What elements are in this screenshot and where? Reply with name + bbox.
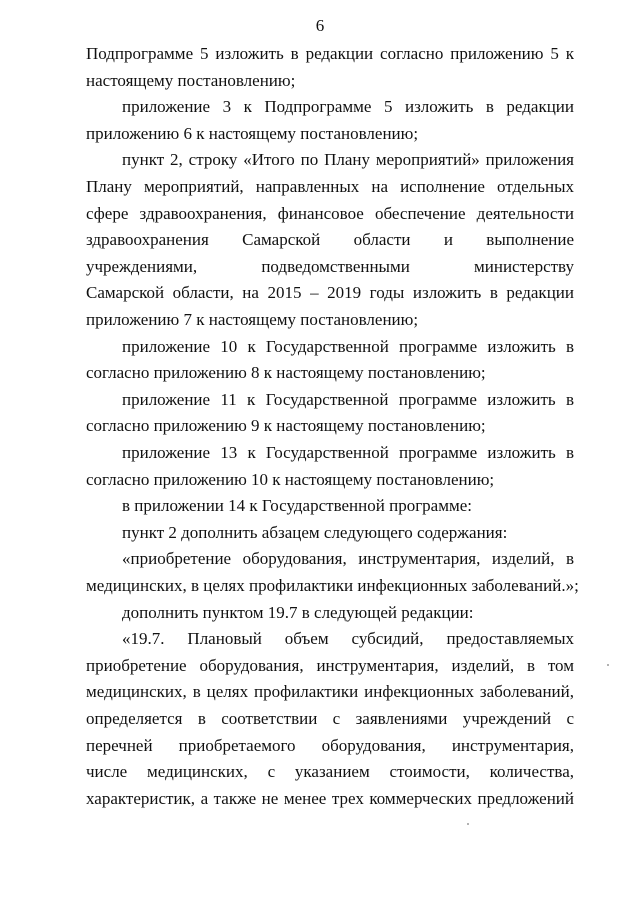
text-line: согласно приложению 10 к настоящему постановлению;: [86, 469, 495, 489]
page-number: 6: [315, 16, 325, 35]
text-line: пункт 2 дополнить абзацем следующего содержания:: [122, 522, 508, 542]
text-line: перечней приобретаемого оборудования, инструментария,: [86, 735, 574, 755]
text-line: приложение 10 к Государственной программе изложить в: [122, 336, 574, 356]
text-line: настоящему постановлению;: [86, 70, 296, 90]
text-line: приложение 13 к Государственной программе изложить в: [122, 443, 574, 462]
text-line: приложение 11 к Государственной программе изложить в: [122, 389, 574, 409]
scan-speck: [607, 664, 609, 666]
text-line: согласно приложению 8 к настоящему постановлению;: [86, 363, 486, 383]
text-line: медицинских, в целях профилактики инфекционных заболеваний,: [86, 682, 574, 702]
text-line: определяется в соответствии с заявлениями учреждений с: [86, 709, 574, 728]
text-line: Плану мероприятий, направленных на исполнение отдельных: [86, 177, 574, 196]
text-line: приложению 7 к настоящему постановлению;: [86, 310, 419, 329]
text-line: «приобретение оборудования, инструментария, изделий, в: [122, 549, 574, 569]
text-line: дополнить пунктом 19.7 в следующей редакции:: [122, 602, 474, 622]
text-line: характеристик, а также не менее трех коммерческих предложений: [86, 788, 574, 808]
scan-speck: [467, 823, 469, 825]
text-line: приложение 3 к Подпрограмме 5 изложить в редакции: [122, 97, 574, 117]
text-line: в приложении 14 к Государственной программе:: [122, 496, 472, 516]
text-line: медицинских, в целях профилактики инфекционных заболеваний.»;: [86, 576, 579, 595]
text-line: учреждениями, подведомственными министерству: [86, 256, 574, 276]
text-line: сфере здравоохранения, финансовое обеспечение деятельности: [86, 203, 574, 223]
text-line: приобретение оборудования, инструментария, изделий, в том: [86, 655, 574, 675]
text-line: Подпрограмме 5 изложить в редакции согласно приложению 5 к: [86, 44, 574, 63]
text-line: согласно приложению 9 к настоящему постановлению;: [86, 416, 486, 436]
text-line: «19.7. Плановый объем субсидий, предоставляемых: [122, 629, 574, 649]
text-line: числе медицинских, с указанием стоимости, количества,: [86, 762, 574, 782]
text-line: Самарской области, на 2015 – 2019 годы изложить в редакции: [86, 283, 574, 303]
text-line: пункт 2, строку «Итого по Плану мероприятий» приложения: [122, 150, 574, 170]
text-line: приложению 6 к настоящему постановлению;: [86, 123, 419, 143]
text-line: здравоохранения Самарской области и выполнение: [86, 230, 574, 250]
